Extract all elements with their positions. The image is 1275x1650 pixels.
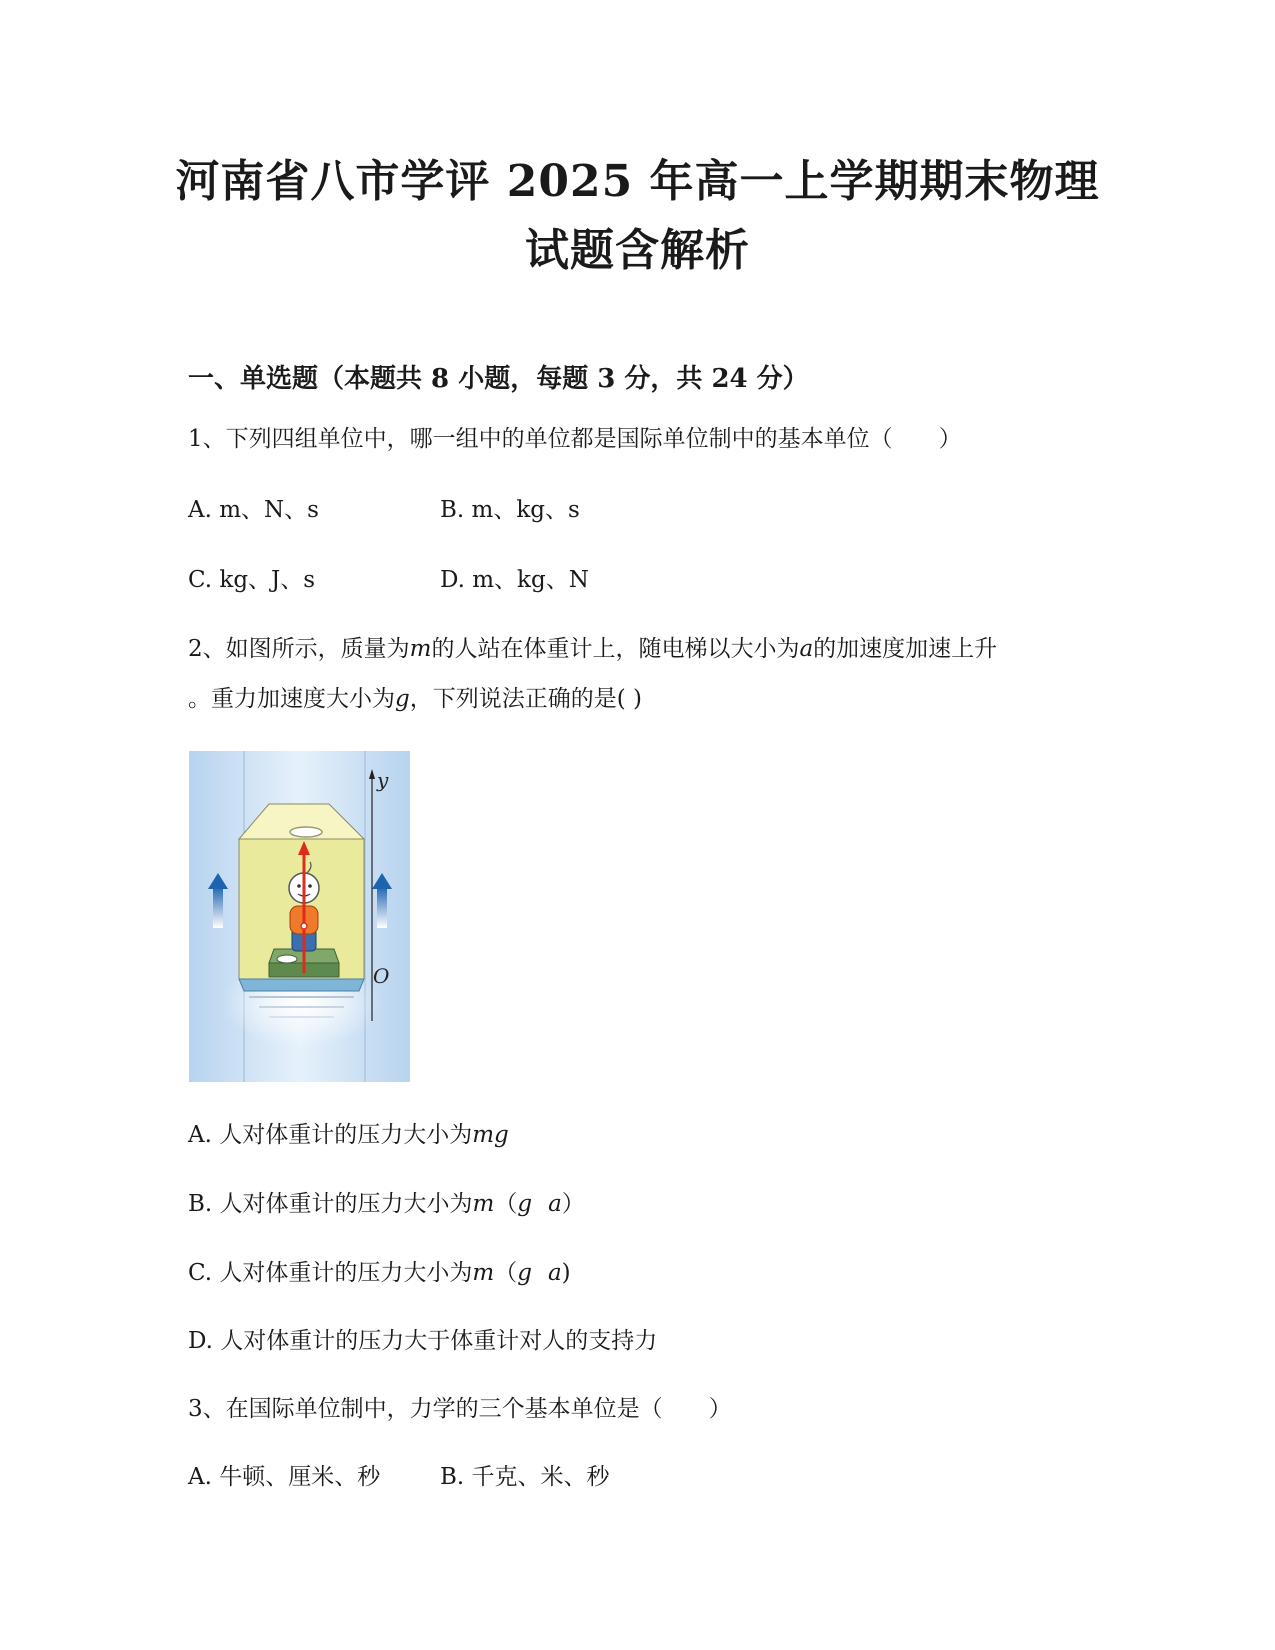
question-1-option-b: B. m、kg、s bbox=[440, 497, 580, 523]
paren-close: ) bbox=[561, 1260, 571, 1286]
option-text: B. 人对体重计的压力大小为 bbox=[188, 1191, 473, 1217]
formula-mg: mg bbox=[472, 1122, 509, 1148]
stem-text: 2、如图所示，质量为 bbox=[188, 636, 410, 662]
elevator-figure bbox=[189, 751, 410, 1082]
variable-a: a bbox=[799, 636, 814, 662]
variable-g: g bbox=[517, 1191, 533, 1217]
variable-a: a bbox=[548, 1191, 562, 1217]
paren-open: （ bbox=[494, 1260, 518, 1286]
question-2-option-c bbox=[188, 1262, 571, 1285]
stem-text: 。重力加速度大小为 bbox=[188, 686, 395, 712]
question-2-option-b bbox=[188, 1193, 585, 1216]
option-text: C. 人对体重计的压力大小为 bbox=[188, 1260, 473, 1286]
stem-text: ，下列说法正确的是( ) bbox=[409, 686, 642, 712]
question-1-option-d: D. m、kg、N bbox=[440, 567, 589, 593]
paren-close: ） bbox=[561, 1191, 585, 1217]
variable-m: m bbox=[472, 1191, 495, 1217]
question-2-stem-line-2 bbox=[188, 688, 642, 711]
paren-open: （ bbox=[494, 1191, 518, 1217]
y-axis-label: y bbox=[377, 768, 389, 792]
question-2-stem-line-1 bbox=[188, 638, 997, 661]
variable-m: m bbox=[472, 1260, 495, 1286]
question-3-option-b: B. 千克、米、秒 bbox=[440, 1464, 610, 1490]
question-1-stem: 1、下列四组单位中，哪一组中的单位都是国际单位制中的基本单位（ ） bbox=[188, 426, 962, 452]
document-title-line-2: 试题含解析 bbox=[525, 225, 750, 276]
variable-m: m bbox=[409, 636, 432, 662]
question-1-option-c: C. kg、J、s bbox=[188, 567, 316, 593]
question-1-option-a: A. m、N、s bbox=[188, 497, 319, 523]
origin-label: O bbox=[373, 964, 390, 988]
variable-g: g bbox=[395, 686, 410, 712]
stem-text: 的人站在体重计上，随电梯以大小为 bbox=[431, 636, 800, 662]
variable-g: g bbox=[517, 1260, 532, 1286]
section-heading: 一、单选题（本题共 8 小题，每题 3 分，共 24 分） bbox=[188, 364, 809, 394]
stem-text: 的加速度加速上升 bbox=[813, 636, 998, 662]
question-2-option-a bbox=[188, 1124, 509, 1147]
option-text: A. 人对体重计的压力大小为 bbox=[188, 1122, 473, 1148]
document-title-line-1: 河南省八市学评 2025 年高一上学期期末物理 bbox=[175, 156, 1100, 207]
question-3-stem: 3、在国际单位制中，力学的三个基本单位是（ ） bbox=[188, 1396, 732, 1422]
question-3-option-a: A. 牛顿、厘米、秒 bbox=[188, 1464, 381, 1490]
variable-a: a bbox=[547, 1260, 562, 1286]
question-2-option-d: D. 人对体重计的压力大于体重计对人的支持力 bbox=[188, 1328, 658, 1354]
